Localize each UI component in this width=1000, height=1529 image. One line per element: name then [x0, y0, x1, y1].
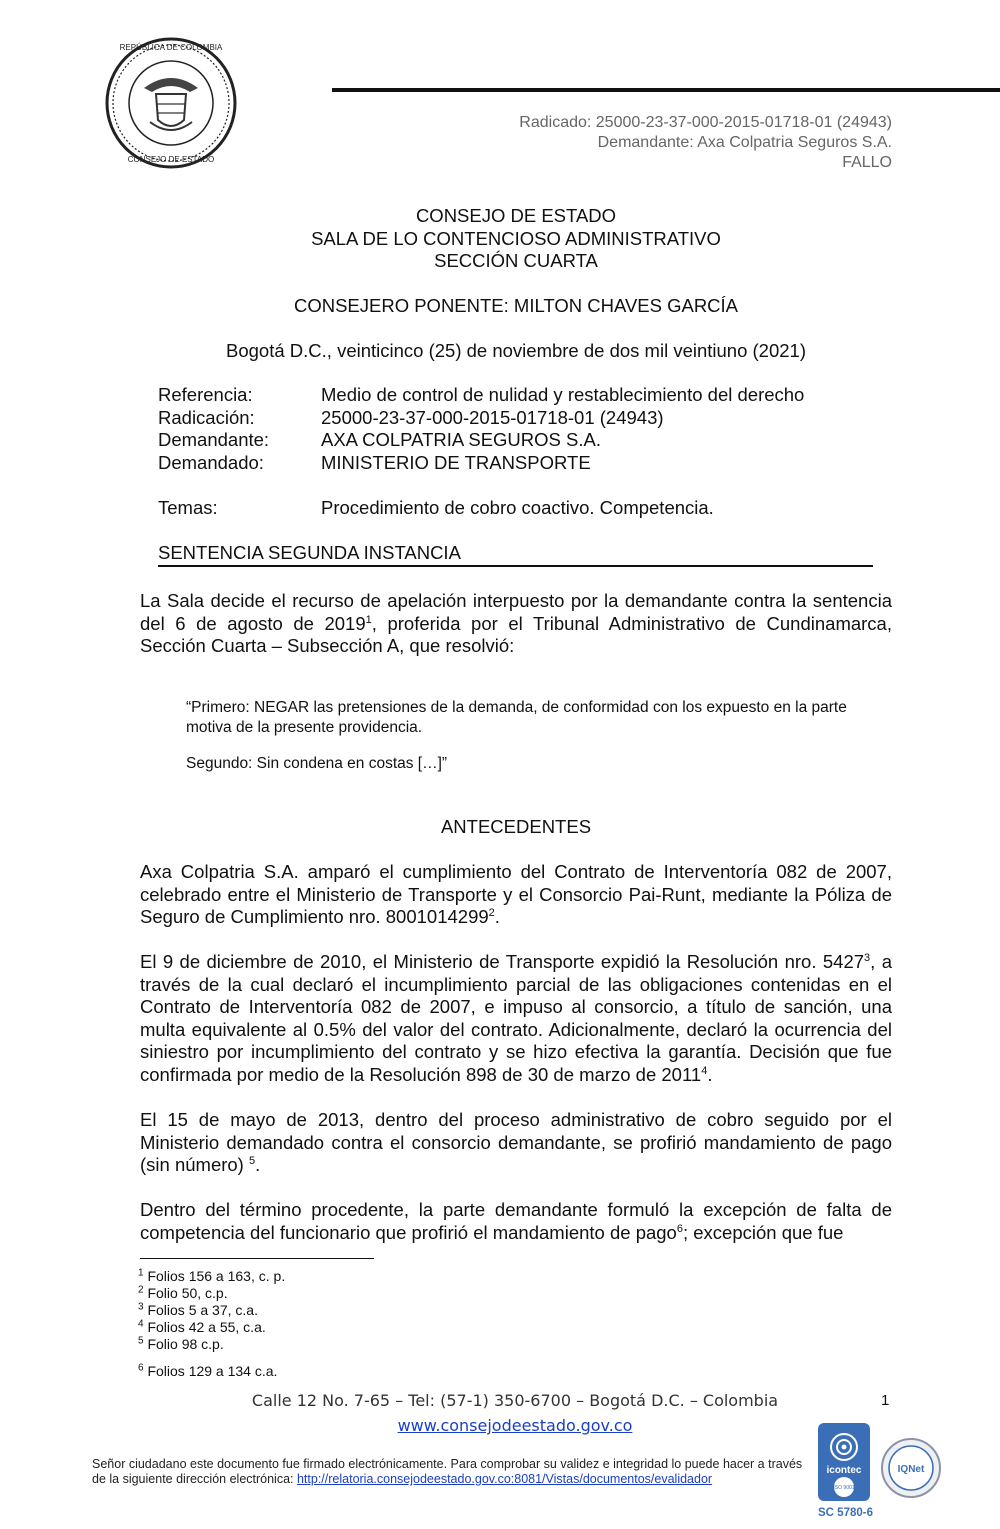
- paragraph-text: El 15 de mayo de 2013, dentro del proceso administrativo de cobro seguido por el Ministerio demandado contra el consorcio demandante, se profirió mandamiento de pago (sin número): [140, 1109, 892, 1175]
- footer-website: [200, 1416, 830, 1435]
- ref-label: Demandado:: [158, 451, 264, 473]
- consejo-de-estado-seal: [104, 36, 238, 170]
- iso-label: ISO 9001: [833, 1485, 855, 1491]
- temas-value: Procedimiento de cobro coactivo. Competencia.: [321, 497, 714, 518]
- icontec-label: icontec: [826, 1465, 862, 1476]
- temas-label: Temas:: [158, 497, 218, 518]
- ref-value: AXA COLPATRIA SEGUROS S.A.: [321, 429, 601, 450]
- footnote-ref[interactable]: 4: [701, 1064, 708, 1077]
- footnote-ref[interactable]: 2: [488, 906, 495, 919]
- footnote-text: Folios 129 a 134 c.a.: [147, 1363, 278, 1379]
- icontec-logo: [818, 1423, 870, 1501]
- footnote-text: Folios 156 a 163, c. p.: [147, 1268, 286, 1284]
- signature-note-text: Señor ciudadano este documento fue firmado electrónicamente. Para comprobar su validez e integridad lo puede hacer a través de la siguiente dirección electrónica:: [92, 1457, 803, 1486]
- footnote-number: 4: [138, 1318, 144, 1330]
- reference-table: [158, 384, 804, 474]
- paragraph-text: .: [707, 1063, 713, 1085]
- paragraph-text: ; excepción que fue: [682, 1221, 844, 1243]
- footnote-ref[interactable]: 5: [248, 1154, 256, 1167]
- seal-inner-text: CONSEJO DE ESTADO: [127, 155, 215, 164]
- ref-label: Referencia:: [158, 384, 253, 405]
- ref-row: [158, 452, 804, 475]
- footnote-number: 3: [138, 1301, 144, 1313]
- court-section: SECCIÓN CUARTA: [434, 250, 598, 271]
- footnote-ref[interactable]: 1: [365, 613, 372, 626]
- paragraph-text: .: [255, 1154, 261, 1175]
- paragraph-text: Axa Colpatria S.A. amparó el cumplimiento del Contrato de Interventoría 082 de 2007, celebrado entre el Ministerio de Transporte y el Consorcio Pai-Runt, mediante la Póliza de Seguro de Cumplimiento nro. 8001014299: [140, 861, 892, 927]
- footnote-number: 2: [138, 1284, 144, 1296]
- temas-row: [158, 497, 714, 519]
- validation-link[interactable]: http://relatoria.consejodeestado.gov.co:8081/Vistas/documentos/evalidador: [296, 1472, 713, 1486]
- header-radicado: Radicado: 25000-23-37-000-2015-01718-01 (24943): [519, 114, 892, 131]
- intro-text: La Sala decide el recurso de apelación interpuesto por la demandante contra la sentencia del 6 de agosto de 2019: [140, 590, 892, 634]
- paragraph-text: El 9 de diciembre de 2010, el Ministerio de Transporte expidió la Resolución nro. 5427: [140, 951, 865, 972]
- footnote-text: Folios 42 a 55, c.a.: [147, 1319, 266, 1335]
- signature-note: [92, 1457, 812, 1487]
- document-date: Bogotá D.C., veinticinco (25) de noviembre de dos mil veintiuno (2021): [226, 340, 806, 361]
- paragraph-3: [140, 1109, 892, 1177]
- court-title: [140, 205, 892, 273]
- paragraph-text: Dentro del término procedente, la parte demandante formuló la excepción de falta de competencia del funcionario que profirió el mandamiento de pago: [140, 1199, 892, 1243]
- paragraph-1: [140, 861, 892, 929]
- footnote: [138, 1363, 285, 1380]
- paragraph-4: [140, 1199, 892, 1244]
- footnote: [138, 1268, 285, 1285]
- footnote: [138, 1302, 285, 1319]
- footnotes: [138, 1268, 285, 1380]
- footnote: [138, 1319, 285, 1336]
- footnote-text: Folio 50, c.p.: [147, 1285, 228, 1301]
- footnote-rule: [140, 1258, 374, 1259]
- quote-primero: “Primero: NEGAR las pretensiones de la demanda, de conformidad con los expuesto en la parte motiva de la presente providencia.: [186, 699, 847, 736]
- document-header: [519, 113, 892, 173]
- footnote-ref[interactable]: 3: [864, 951, 871, 964]
- iqnet-logo: [880, 1437, 942, 1499]
- footnote-text: Folios 5 a 37, c.a.: [147, 1302, 258, 1318]
- seal-outer-text: REPÚBLICA DE COLOMBIA: [119, 43, 223, 52]
- website-link[interactable]: www.consejodeestado.gov.co: [397, 1416, 633, 1435]
- footnote-number: 1: [138, 1267, 144, 1279]
- ref-label: Radicación:: [158, 406, 255, 428]
- ref-value: Medio de control de nulidad y restablecimiento del derecho: [321, 384, 805, 405]
- ref-row: [158, 384, 804, 407]
- ref-row: [158, 407, 804, 430]
- sentencia-rule: [158, 565, 873, 567]
- quote-segundo: Segundo: Sin condena en costas […]”: [186, 755, 448, 772]
- paragraph-text: , a través de la cual declaró el incumplimiento parcial de las obligaciones contenidas en el Contrato de Interventoría 082 de 2007, e impuso al consorcio, a título de sanción, una multa equivalente al 0.5% del valor del contrato. Adicionalmente, declaró la ocurrencia del siniestro por incumplimiento del contrato y se hizo efectiva la garantía. Decisión que fue confirmada por medio de la Resolución 898 de 30 de marzo de 2011: [140, 951, 892, 1085]
- header-tipo: FALLO: [842, 154, 892, 171]
- court-chamber: SALA DE LO CONTENCIOSO ADMINISTRATIVO: [311, 227, 721, 249]
- footnote-number: 5: [138, 1335, 144, 1347]
- header-rule: [332, 88, 1000, 92]
- iqnet-label: IQNet: [897, 1464, 925, 1475]
- ponente: CONSEJERO PONENTE: MILTON CHAVES GARCÍA: [293, 295, 739, 316]
- ref-row: [158, 429, 804, 452]
- sentencia-heading: SENTENCIA SEGUNDA INSTANCIA: [158, 542, 461, 563]
- footnote: [138, 1285, 285, 1302]
- footnote-text: Folio 98 c.p.: [147, 1336, 224, 1352]
- footnote-ref[interactable]: 6: [676, 1222, 683, 1235]
- certificate-code: SC 5780-6: [818, 1507, 873, 1519]
- paragraph-text: .: [494, 906, 500, 927]
- ref-value: MINISTERIO DE TRANSPORTE: [321, 451, 591, 473]
- header-demandante: Demandante: Axa Colpatria Seguros S.A.: [597, 134, 892, 151]
- footer-address: Calle 12 No. 7-65 – Tel: (57-1) 350-6700 – Bogotá D.C. – Colombia: [251, 1391, 779, 1410]
- paragraph-2: [140, 951, 892, 1086]
- antecedentes-heading: ANTECEDENTES: [440, 816, 592, 837]
- ref-value: 25000-23-37-000-2015-01718-01 (24943): [321, 406, 664, 428]
- ref-label: Demandante:: [158, 429, 270, 450]
- footnote-number: 6: [138, 1362, 144, 1374]
- page-number: 1: [881, 1392, 890, 1409]
- intro-text: , proferida por el Tribunal Administrativo de Cundinamarca, Sección Cuarta – Subsección A, que resolvió:: [140, 612, 892, 656]
- court-name: CONSEJO DE ESTADO: [415, 205, 617, 226]
- footnote: [138, 1336, 285, 1353]
- intro-paragraph: [140, 590, 892, 658]
